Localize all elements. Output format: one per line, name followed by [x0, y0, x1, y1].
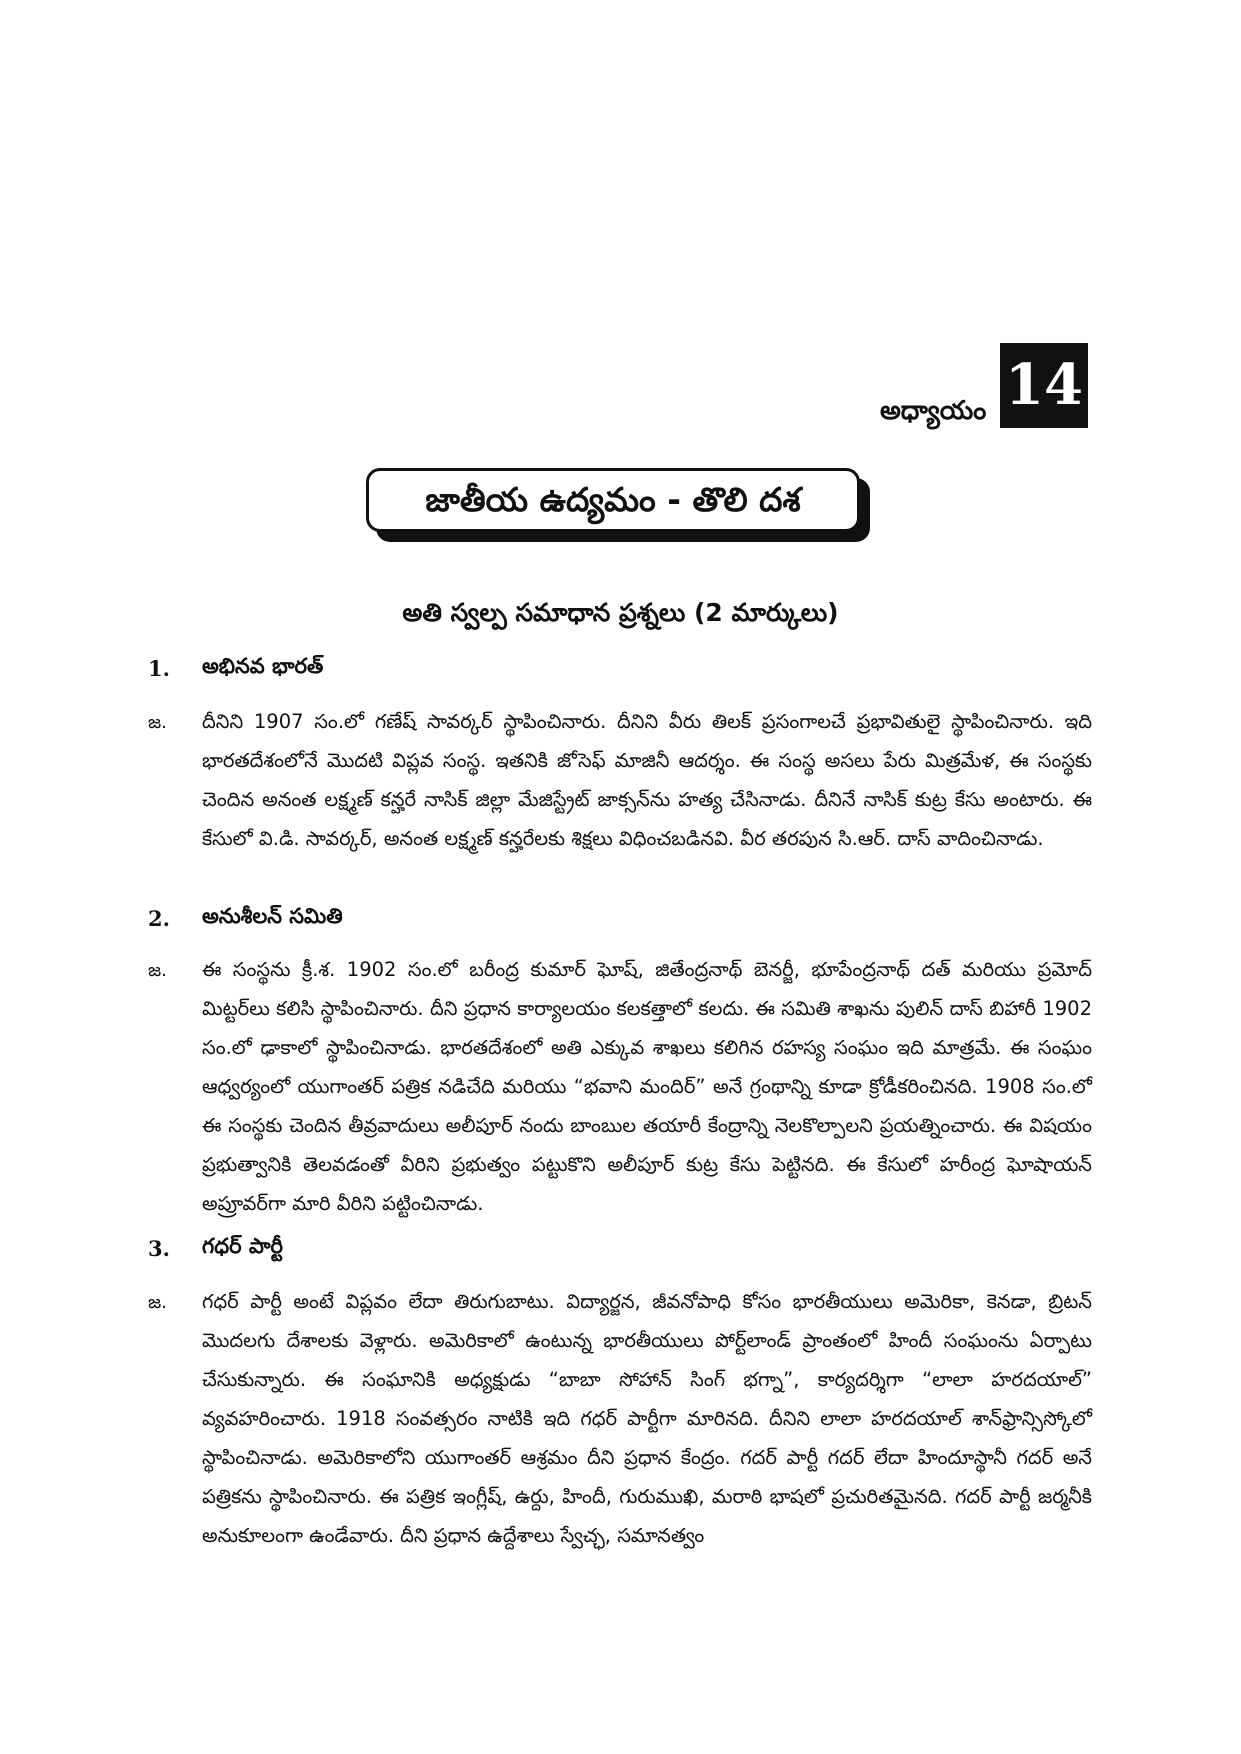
answer-2-text: ఈ సంస్థను క్రీ.శ. 1902 సం.లో బరీంద్ర కుమార్ ఘోష్, జితేంద్రనాథ్ బెనర్జీ, భూపేంద్రనాథ్ దత్ మరియు ప్రమోద్ మిట్టర్‌లు కలిసి స్థాపించినారు. దీని ప్రధాన కార్యాలయం కలకత్తాలో కలదు. ఈ సమితి శాఖను పులిన్ దాస్ బిహారీ 1902 సం.లో ఢాకాలో స్థాపించినాడు. భారతదేశంలో అతి ఎక్కువ శాఖలు కలిగిన రహస్య సంఘం ఇది మాత్రమే. ఈ సంఘం ఆధ్వర్యంలో యుగాంతర్ పత్రిక నడిచేది మరియు “భవాని మందిర్” అనే గ్రంథాన్ని కూడా క్రోడీకరించినది. 1908 సం.లో ఈ సంస్థకు చెందిన తీవ్రవాదులు అలీపూర్ నందు బాంబుల తయారీ కేంద్రాన్ని నెలకొల్పాలని ప్రయత్నించారు. ఈ విషయం ప్రభుత్వానికి తెలవడంతో వీరిని ప్రభుత్వం పట్టుకొని అలీపూర్ కుట్ర కేసు పెట్టినది. ఈ కేసులో హరీంద్ర ఘోషాయన్ అప్రూవర్‌గా మారి వీరిని పట్టించినాడు. — [202, 958, 1092, 1215]
answer-1-marker: జ. — [148, 712, 167, 733]
question-1-number: 1. — [148, 656, 170, 681]
answer-2-marker: జ. — [148, 960, 167, 981]
section-heading: అతి స్వల్ప సమాధాన ప్రశ్నలు (2 మార్కులు) — [402, 598, 839, 627]
chapter-number-box: 14 — [1000, 343, 1088, 428]
question-3-number: 3. — [148, 1236, 170, 1261]
answer-3-text: గధర్ పార్టీ అంటే విప్లవం లేదా తిరుగుబాటు. విద్యార్జన, జీవనోపాధి కోసం భారతీయులు అమెరికా, కెనడా, బ్రిటన్ మొదలగు దేశాలకు వెళ్లారు. అమెరికాలో ఉంటున్న భారతీయులు పోర్ట్‌లాండ్ ప్రాంతంలో హిందీ సంఘంను ఏర్పాటు చేసుకున్నారు. ఈ సంఘానికి అధ్యక్షుడు “బాబా సోహాన్ సింగ్ భగ్నా”, కార్యదర్శిగా “లాలా హరదయాల్” వ్యవహరించారు. 1918 సంవత్సరం నాటికి ఇది గధర్ పార్టీగా మారినది. దీనిని లాలా హరదయాల్ శాన్‌ఫ్రాన్సిస్కోలో స్థాపించినాడు. అమెరికాలోని యుగాంతర్ ఆశ్రమం దీని ప్రధాన కేంద్రం. గదర్ పార్టీ గదర్ లేదా హిందూస్థానీ గదర్ అనే పత్రికను స్థాపించినారు. ఈ పత్రిక ఇంగ్లీష్, ఉర్దు, హిందీ, గురుముఖి, మరాఠి భాషలో ప్రచురితమైనది. గదర్ పార్టీ జర్మనీకి అనుకూలంగా ఉండేవారు. దీని ప్రధాన ఉద్దేశాలు స్వేచ్ఛ, సమానత్వం — [202, 1290, 1092, 1547]
question-2-title: అనుశీలన్ సమితి — [202, 904, 343, 928]
chapter-title: జాతీయ ఉద్యమం - తొలి దశ — [366, 468, 860, 532]
question-1-title: అభినవ భారత్ — [202, 654, 324, 678]
question-3-title: గధర్ పార్టీ — [202, 1234, 283, 1258]
question-2-number: 2. — [148, 906, 170, 931]
chapter-label: అధ్యాయం — [880, 396, 987, 426]
answer-3-marker: జ. — [148, 1292, 167, 1313]
answer-1-text: దీనిని 1907 సం.లో గణేష్ సావర్కర్ స్థాపించినారు. దీనిని వీరు తిలక్ ప్రసంగాలచే ప్రభావితులై స్థాపించినారు. ఇది భారతదేశంలోనే మొదటి విప్లవ సంస్థ. ఇతనికి జోసెఫ్ మాజినీ ఆదర్శం. ఈ సంస్థ అసలు పేరు మిత్రమేళ, ఈ సంస్థకు చెందిన అనంత లక్ష్మణ్ కన్హరే నాసిక్ జిల్లా మేజిస్ట్రేట్ జాక్సన్‌ను హత్య చేసినాడు. దీనినే నాసిక్ కుట్ర కేసు అంటారు. ఈ కేసులో వి.డి. సావర్కర్, అనంత లక్ష్మణ్ కన్హరేలకు శిక్షలు విధించబడినవి. వీర తరపున సి.ఆర్. దాస్ వాదించినాడు. — [202, 710, 1092, 850]
